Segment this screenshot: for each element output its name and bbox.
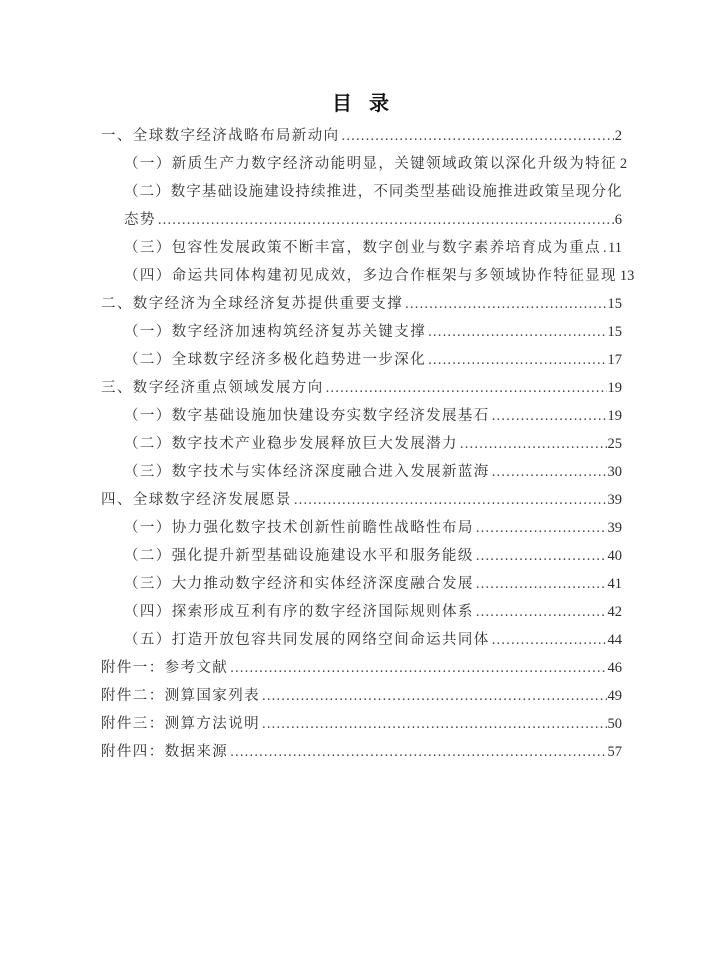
toc-entry[interactable] xyxy=(101,234,622,262)
dot-leader xyxy=(230,654,606,682)
toc-entry[interactable] xyxy=(101,542,622,570)
page-number: 2 xyxy=(614,128,622,144)
toc-entry-text: （三）包容性发展政策不断丰富，数字创业与数字素养培育成为重点 xyxy=(124,240,601,256)
dot-leader xyxy=(492,458,607,486)
toc-entry-text: （二）数字技术产业稳步发展释放巨大发展潜力 xyxy=(124,436,458,452)
toc-entry-text: 附件四：数据来源 xyxy=(101,744,229,760)
toc-entry[interactable] xyxy=(101,290,622,318)
page-number: 40 xyxy=(607,548,622,564)
page-number: 39 xyxy=(607,520,622,536)
toc-entry[interactable] xyxy=(101,150,628,178)
page-number: 17 xyxy=(607,352,622,368)
page-number: 15 xyxy=(607,324,622,340)
dot-leader xyxy=(476,570,607,598)
toc-entry-text: （三）数字技术与实体经济深度融合进入发展新蓝海 xyxy=(124,464,490,480)
toc-entry-text: 附件三：测算方法说明 xyxy=(101,716,260,732)
toc-entry-text: 附件二：测算国家列表 xyxy=(101,688,260,704)
toc-entry-text: （二）全球数字经济多极化趋势进一步深化 xyxy=(124,352,427,368)
page-number: 50 xyxy=(607,716,622,732)
toc-entry-text: 三、数字经济重点领域发展方向 xyxy=(101,380,324,396)
dot-leader xyxy=(158,206,614,234)
toc-entry-text: （三）大力推动数字经济和实体经济深度融合发展 xyxy=(124,576,474,592)
toc-entry-text: 四、全球数字经济发展愿景 xyxy=(101,492,292,508)
page-number: 30 xyxy=(607,464,622,480)
page-number: 39 xyxy=(607,492,622,508)
toc-entry[interactable] xyxy=(101,430,622,458)
page-number: 19 xyxy=(607,380,622,396)
toc-entry-text: （一）新质生产力数字经济动能明显，关键领域政策以深化升级为特征 xyxy=(124,156,617,172)
toc-entry[interactable] xyxy=(101,122,622,150)
toc-entry-wrap-text: （二）数字基础设施建设持续推进，不同类型基础设施推进政策呈现分化 xyxy=(124,184,622,200)
page-title: 目 录 xyxy=(331,93,392,115)
toc-entry[interactable] xyxy=(101,598,622,626)
page-number: 11 xyxy=(608,240,622,256)
dot-leader xyxy=(476,598,607,626)
toc-entry-text: （四）探索形成互利有序的数字经济国际规则体系 xyxy=(124,604,474,620)
dot-leader xyxy=(262,682,607,710)
toc-entry[interactable] xyxy=(101,318,622,346)
table-of-contents xyxy=(101,122,635,766)
dot-leader xyxy=(428,346,606,374)
page-number: 13 xyxy=(619,268,635,284)
toc-entry[interactable] xyxy=(101,514,622,542)
toc-entry[interactable] xyxy=(101,178,622,234)
toc-entry-text: 二、数字经济为全球经济复苏提供重要支撑 xyxy=(101,296,404,312)
toc-entry-text: 附件一：参考文献 xyxy=(101,660,229,676)
toc-entry-text: （一）数字基础设施加快建设夯实数字经济发展基石 xyxy=(124,408,490,424)
toc-entry-text: （二）强化提升新型基础设施建设水平和服务能级 xyxy=(124,548,474,564)
page-number: 46 xyxy=(607,660,622,676)
dot-leader xyxy=(476,514,607,542)
page-number: 6 xyxy=(614,212,622,228)
page-number: 41 xyxy=(607,576,622,592)
toc-entry[interactable] xyxy=(101,262,635,290)
page-number: 49 xyxy=(607,688,622,704)
dot-leader xyxy=(405,290,606,318)
dot-leader xyxy=(492,402,607,430)
toc-entry-text: （一）协力强化数字技术创新性前瞻性战略性布局 xyxy=(124,520,474,536)
toc-entry[interactable] xyxy=(101,654,622,682)
dot-leader xyxy=(428,318,606,346)
toc-entry-text: （四）命运共同体构建初见成效，多边合作框架与多领域协作特征显现 xyxy=(124,268,617,284)
page-number: 57 xyxy=(607,744,622,760)
toc-entry-text: （五）打造开放包容共同发展的网络空间命运共同体 xyxy=(124,632,490,648)
toc-entry-text: 态势 xyxy=(124,212,156,228)
dot-leader xyxy=(230,738,606,766)
toc-entry[interactable] xyxy=(101,570,622,598)
toc-entry[interactable] xyxy=(101,626,622,654)
toc-entry[interactable] xyxy=(101,346,622,374)
page-number: 2 xyxy=(619,156,628,172)
dot-leader xyxy=(342,122,614,150)
toc-entry[interactable] xyxy=(101,710,622,738)
dot-leader xyxy=(262,710,607,738)
toc-entry[interactable] xyxy=(101,374,622,402)
page-number: 19 xyxy=(607,408,622,424)
toc-entry[interactable] xyxy=(101,738,622,766)
toc-entry[interactable] xyxy=(101,402,622,430)
page-number: 25 xyxy=(607,436,622,452)
page-number: 42 xyxy=(607,604,622,620)
toc-entry[interactable] xyxy=(101,458,622,486)
toc-entry-text: 一、全球数字经济战略布局新动向 xyxy=(101,128,340,144)
page-number: 15 xyxy=(607,296,622,312)
dot-leader xyxy=(492,626,607,654)
dot-leader xyxy=(460,430,607,458)
toc-entry[interactable] xyxy=(101,486,622,514)
dot-leader xyxy=(476,542,607,570)
dot-leader xyxy=(326,374,607,402)
page-number: 44 xyxy=(607,632,622,648)
dot-leader xyxy=(294,486,607,514)
toc-entry[interactable] xyxy=(101,682,622,710)
toc-entry-text: （一）数字经济加速构筑经济复苏关键支撑 xyxy=(124,324,427,340)
